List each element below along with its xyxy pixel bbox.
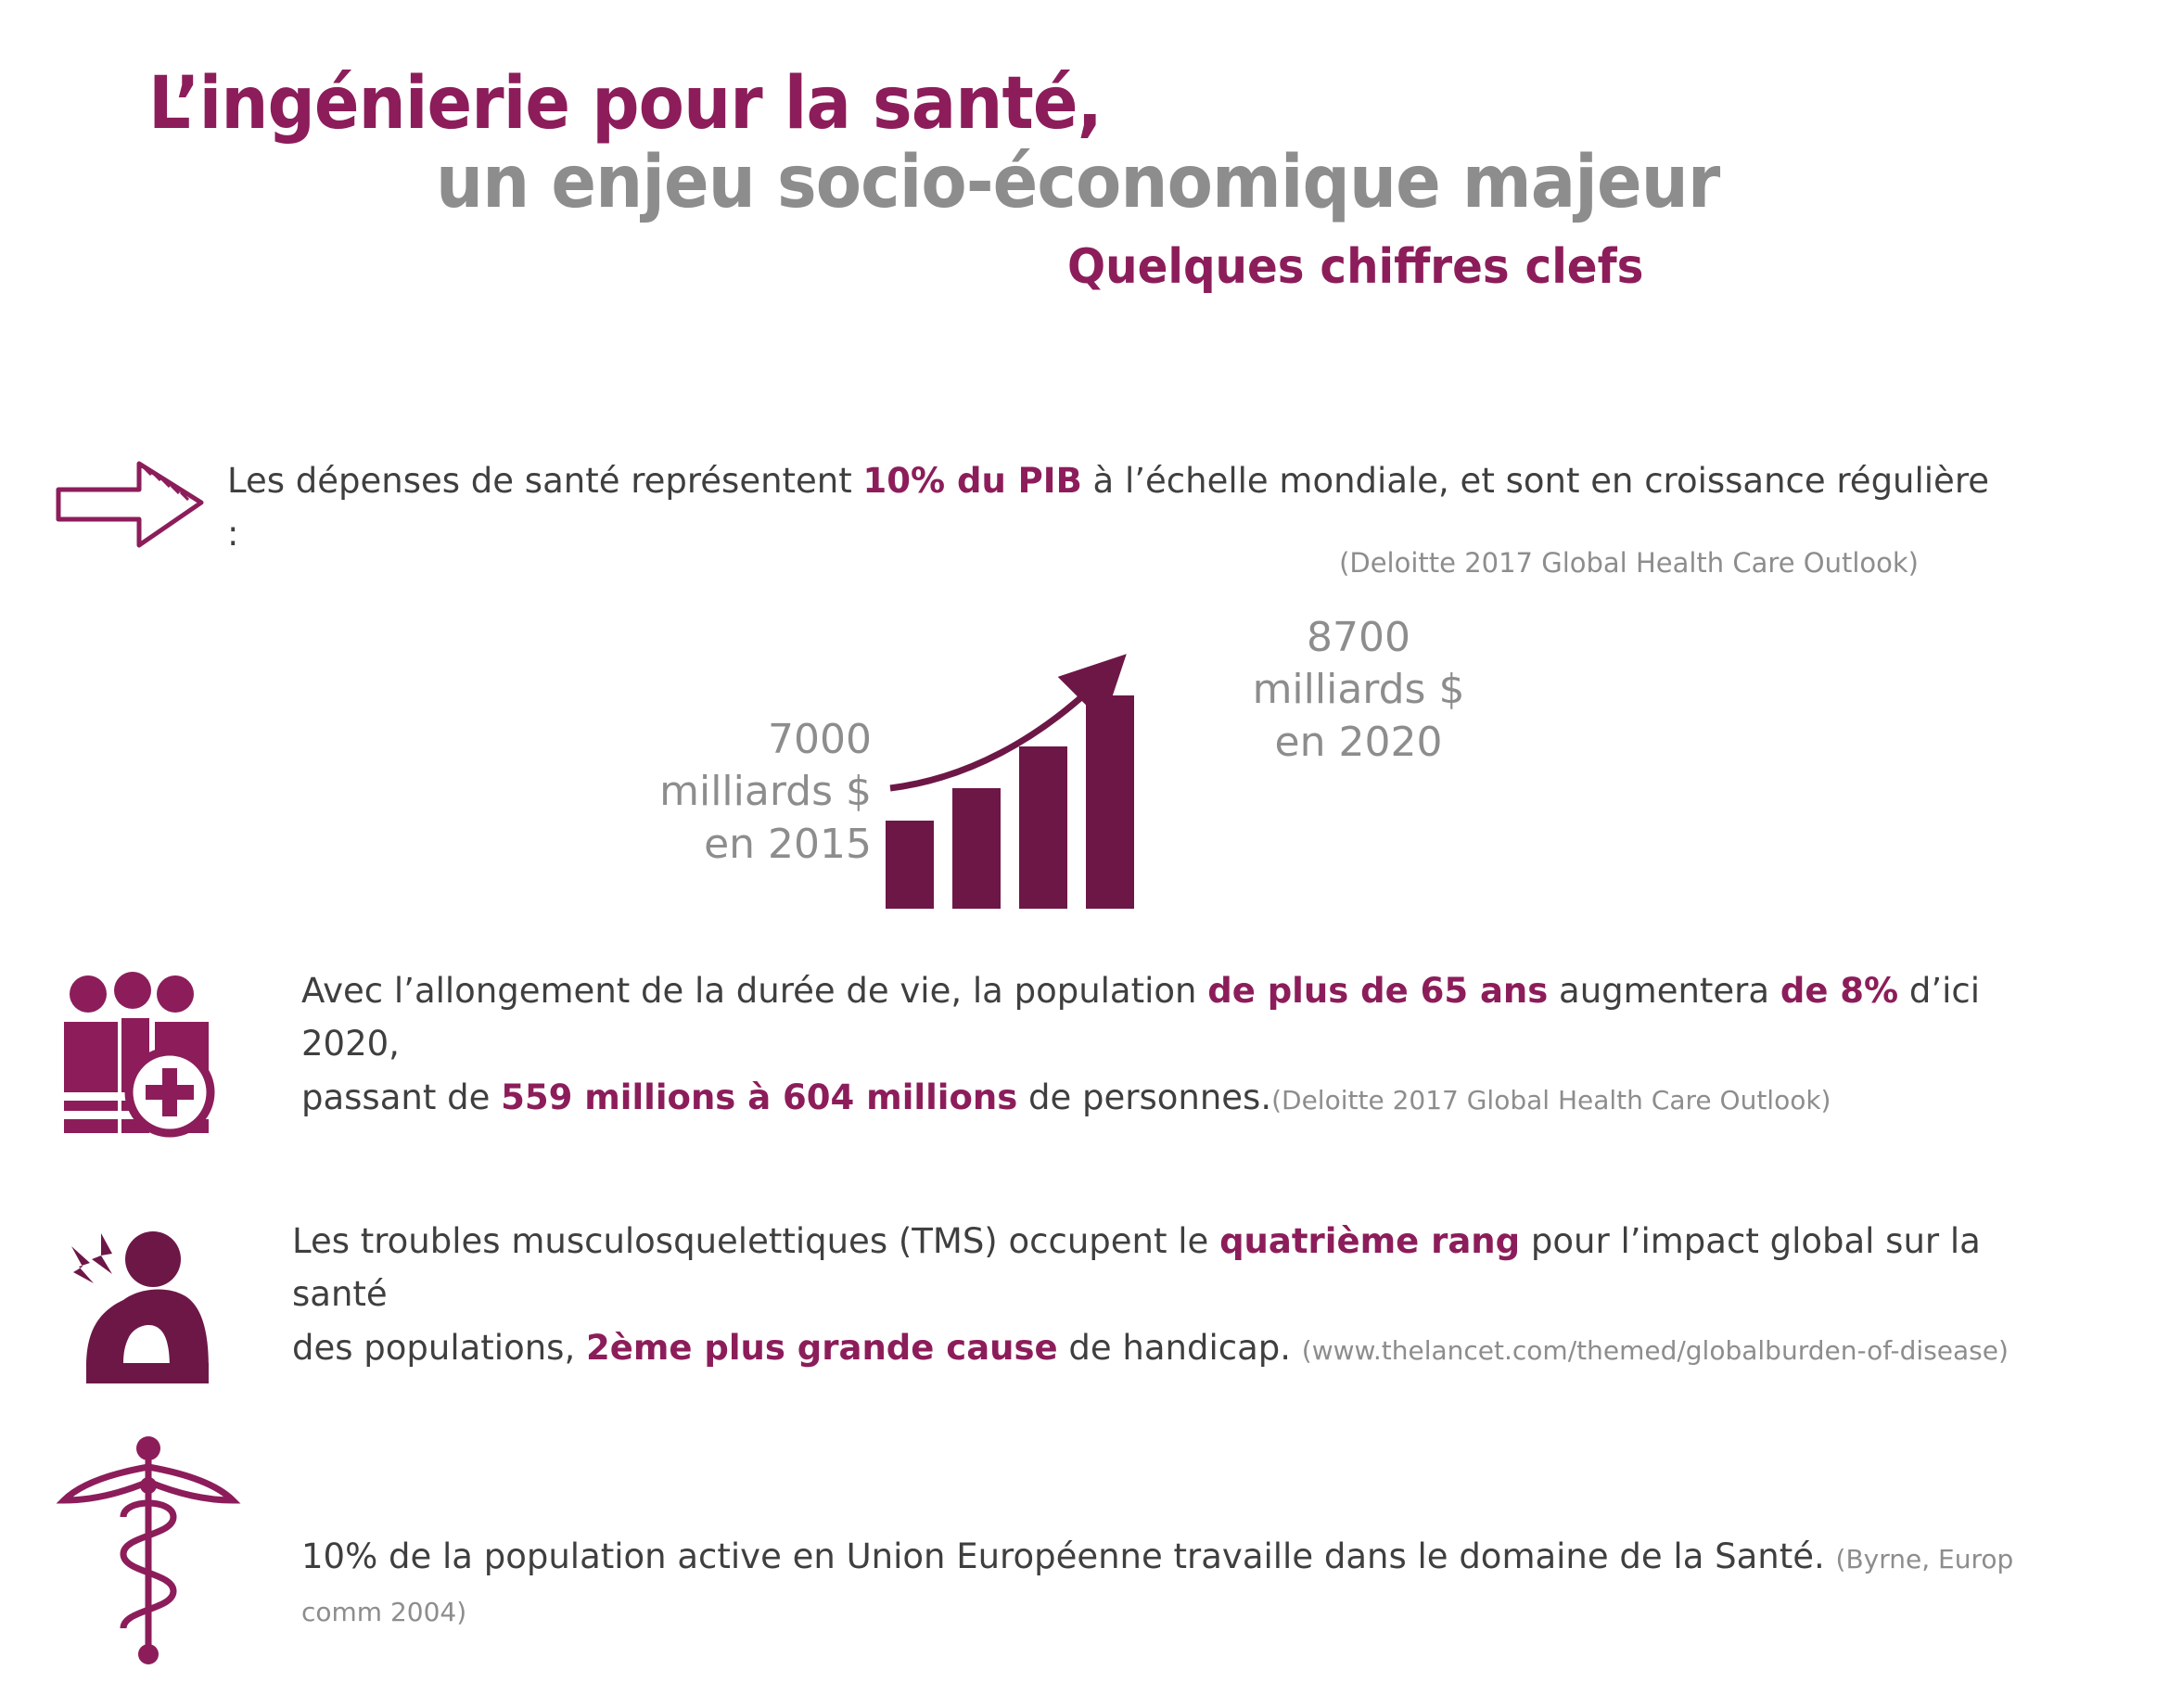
stat-2-line2-after: de personnes.	[1017, 1077, 1272, 1117]
stat-row-1-text	[227, 454, 1998, 561]
stat-4-text: 10% de la population active en Union Européenne travaille dans le domaine de la Santé.	[301, 1536, 1825, 1576]
chart-left-unit: milliards $	[659, 768, 872, 816]
page-header	[0, 62, 1920, 295]
chart-right-unit: milliards $	[1252, 666, 1465, 714]
page-subtitle: Quelques chiffres clefs	[1067, 238, 1644, 295]
stat-1-text-after: à l’échelle mondiale, et sont en croissance régulière :	[227, 461, 1989, 554]
chart-right-value: 8700	[1307, 614, 1410, 661]
chart-left-year: en 2015	[704, 820, 872, 868]
spending-growth-chart	[631, 603, 1465, 909]
chart-label-2020	[1206, 612, 1512, 769]
chart-right-year: en 2020	[1274, 718, 1443, 766]
chart-left-value: 7000	[768, 716, 872, 763]
stat-2-highlight-1: de plus de 65 ans	[1207, 971, 1549, 1011]
stat-2-source: (Deloitte 2017 Global Health Care Outlook)	[1271, 1084, 1831, 1115]
stat-row-4-text	[301, 1428, 2045, 1637]
arrow-right-icon	[51, 454, 209, 556]
stat-row-health-spending	[51, 454, 1998, 561]
stat-2-line1	[301, 964, 2045, 1071]
stat-3-line2-before: des populations,	[292, 1327, 586, 1368]
stat-1-source: (Deloitte 2017 Global Health Care Outlook)	[1339, 547, 1919, 579]
stat-2-line1-mid: augmentera	[1548, 971, 1780, 1011]
stat-4-line1	[301, 1530, 2045, 1637]
caduceus-icon	[51, 1428, 246, 1669]
people-health-icon	[51, 964, 246, 1150]
stat-3-line1	[292, 1215, 2045, 1321]
stat-4-source: (Byrne, Europ comm 2004)	[301, 1544, 2014, 1628]
stat-2-line1-before: Avec l’allongement de la durée de vie, la population	[301, 971, 1208, 1011]
page-title-line2: un enjeu socio-économique majeur	[436, 141, 1720, 225]
stat-2-highlight-3: 559 millions à 604 millions	[501, 1077, 1018, 1117]
stat-3-line2-after: de handicap.	[1057, 1327, 1292, 1368]
stat-1-highlight: 10% du PIB	[862, 461, 1082, 501]
stat-2-line1-after: d’ici 2020,	[301, 971, 1981, 1064]
chart-label-2015	[603, 714, 872, 871]
page-title-line1: L’ingénierie pour la santé,	[148, 62, 1102, 146]
stat-3-line1-before: Les troubles musculosquelettiques (TMS) occupent le	[292, 1221, 1220, 1261]
stat-3-line1-after: pour l’impact global sur la santé	[292, 1221, 1981, 1315]
stat-row-3-text	[292, 1215, 2045, 1374]
stat-2-line2-before: passant de	[301, 1077, 502, 1117]
stat-row-2-text	[301, 964, 2045, 1124]
chart-trend-arrow	[862, 649, 1168, 835]
stat-3-highlight-2: 2ème plus grande cause	[585, 1327, 1058, 1368]
stat-2-line2	[301, 1071, 2045, 1124]
stat-2-highlight-2: de 8%	[1780, 971, 1899, 1011]
stat-row-ageing-population	[51, 964, 2045, 1150]
back-pain-icon	[51, 1215, 236, 1400]
stat-row-eu-workforce	[51, 1428, 2045, 1669]
stat-3-source: (www.thelancet.com/themed/globalburden-of-disease)	[1301, 1334, 2009, 1366]
ribbon-band-2	[1780, 0, 2169, 58]
stat-3-line2	[292, 1321, 2045, 1374]
stat-row-msd	[51, 1215, 2045, 1400]
stat-3-highlight-1: quatrième rang	[1219, 1221, 1521, 1261]
stat-1-text-before: Les dépenses de santé représentent	[227, 461, 863, 501]
